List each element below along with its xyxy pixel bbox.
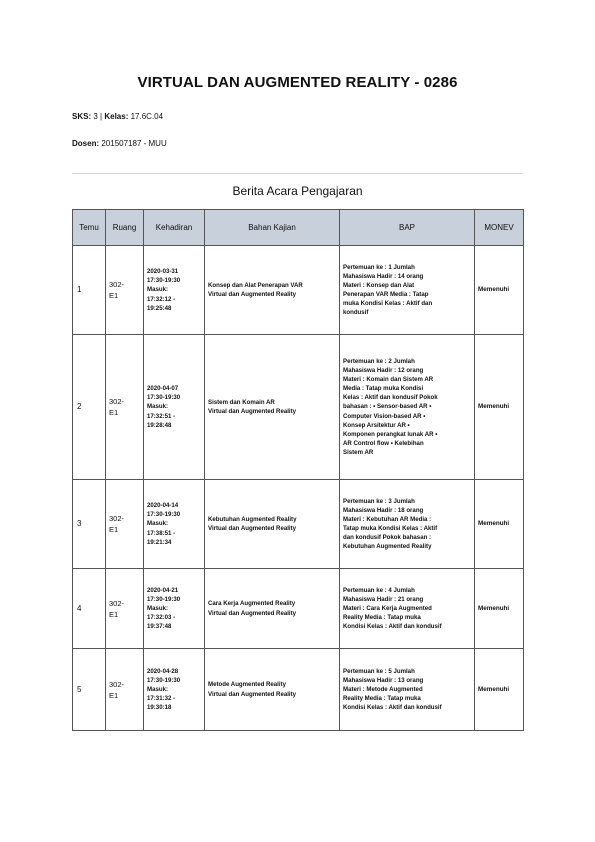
kehadiran-line: 17:30-19:30 bbox=[147, 394, 181, 402]
cell-bap bbox=[340, 569, 475, 649]
kehadiran-line: 19:37:48 bbox=[147, 623, 172, 631]
separator: | bbox=[100, 112, 103, 121]
cell-bahan-kajian bbox=[205, 480, 340, 569]
bap-line: Mahasiswa Hadir : 21 orang bbox=[343, 595, 424, 603]
bap-line: Konsep Arsitektur AR • bbox=[343, 421, 410, 429]
bap-line: Materi : Metode Augmented bbox=[343, 685, 423, 693]
bap-line: dan kondusif Pokok bahasan : bbox=[343, 534, 432, 542]
bap-line: Mahasiswa Hadir : 18 orang bbox=[343, 506, 424, 514]
kehadiran-line: 2020-04-07 bbox=[147, 385, 179, 393]
cell-kehadiran bbox=[144, 480, 205, 569]
bahan-line: Kebutuhan Augmented Reality bbox=[208, 515, 297, 523]
cell-monev: Memenuhi bbox=[475, 246, 524, 335]
table-header-row bbox=[73, 210, 524, 246]
bap-line: Mahasiswa Hadir : 13 orang bbox=[343, 676, 424, 684]
table-row bbox=[73, 480, 524, 569]
bap-line: Pertemuan ke : 3 Jumlah bbox=[343, 497, 415, 505]
ruang-line: E1 bbox=[109, 408, 119, 417]
bap-line: Penerapan VAR Media : Tatap bbox=[343, 291, 429, 298]
cell-bahan-kajian bbox=[205, 649, 340, 731]
ruang-line: E1 bbox=[109, 609, 119, 619]
bahan-line: Sistem dan Komain AR bbox=[208, 398, 275, 406]
bap-line: Sistem AR bbox=[343, 448, 374, 456]
cell-ruang bbox=[106, 246, 144, 335]
dosen-label: Dosen: bbox=[72, 139, 100, 148]
kehadiran-line: 17:38:51 - bbox=[147, 529, 176, 537]
bap-line: Reality Media : Tatap muka bbox=[343, 695, 421, 703]
cell-bap bbox=[340, 246, 475, 335]
ruang-line: 302- bbox=[109, 514, 125, 523]
bahan-line: Virtual dan Augmented Reality bbox=[208, 690, 297, 698]
course-meta-dosen bbox=[72, 139, 167, 148]
cell-monev: Memenuhi bbox=[475, 335, 524, 480]
kehadiran-line: 2020-04-14 bbox=[147, 502, 179, 510]
bap-line: AR Control flow • Kelebihan bbox=[343, 439, 424, 447]
cell-kehadiran bbox=[144, 649, 205, 731]
page-title: VIRTUAL DAN AUGMENTED REALITY - 0286 bbox=[137, 74, 458, 91]
ruang-line: E1 bbox=[109, 690, 119, 700]
cell-temu: 2 bbox=[73, 335, 106, 480]
table-row bbox=[73, 246, 524, 335]
cell-temu: 1 bbox=[73, 246, 106, 335]
bahan-line: Virtual dan Augmented Reality bbox=[208, 609, 297, 617]
cell-ruang bbox=[106, 335, 144, 480]
bap-line: Kondisi Kelas : Aktif dan kondusif bbox=[343, 704, 442, 712]
section-heading: Berita Acara Pengajaran bbox=[232, 184, 363, 198]
divider bbox=[72, 173, 523, 174]
kehadiran-line: 17:31:32 - bbox=[147, 695, 176, 703]
sks-label: SKS: bbox=[72, 112, 92, 121]
kehadiran-line: Masuk: bbox=[147, 403, 168, 411]
cell-temu: 5 bbox=[73, 649, 106, 731]
bap-table bbox=[72, 209, 524, 731]
bap-line: Media : Tatap muka Kondisi bbox=[343, 385, 424, 393]
bap-line: Kebutuhan Augmented Reality bbox=[343, 543, 432, 551]
cell-bap bbox=[340, 335, 475, 480]
cell-monev: Memenuhi bbox=[475, 649, 524, 731]
kehadiran-line: 2020-03-31 bbox=[147, 268, 179, 276]
kehadiran-line: Masuk: bbox=[147, 286, 168, 294]
bap-line: Computer Vision-based AR • bbox=[343, 412, 426, 420]
table-row bbox=[73, 569, 524, 649]
cell-temu: 4 bbox=[73, 569, 106, 649]
bap-line: Pertemuan ke : 2 Jumlah bbox=[343, 357, 415, 365]
header-ruang: Ruang bbox=[106, 210, 144, 246]
bahan-line: Virtual dan Augmented Reality bbox=[208, 525, 297, 532]
table-row bbox=[73, 335, 524, 480]
bap-line: kondusif bbox=[343, 309, 369, 317]
kelas-label: Kelas: bbox=[104, 112, 129, 121]
kehadiran-line: 19:21:34 bbox=[147, 538, 172, 546]
course-meta-sks-kelas bbox=[72, 112, 163, 121]
cell-bahan-kajian bbox=[205, 569, 340, 649]
cell-kehadiran bbox=[144, 246, 205, 335]
cell-ruang bbox=[106, 569, 144, 649]
ruang-line: 302- bbox=[109, 679, 125, 689]
bap-line: Kondisi Kelas : Aktif dan kondusif bbox=[343, 623, 442, 631]
kehadiran-line: 17:32:03 - bbox=[147, 614, 176, 622]
cell-monev: Memenuhi bbox=[475, 480, 524, 569]
kehadiran-line: 2020-04-28 bbox=[147, 667, 179, 675]
bahan-line: Virtual dan Augmented Reality bbox=[208, 408, 297, 415]
bap-line: Materi : Komain dan Sistem AR bbox=[343, 376, 434, 384]
ruang-line: 302- bbox=[109, 280, 125, 289]
bap-line: Mahasiswa Hadir : 14 orang bbox=[343, 272, 424, 280]
header-monev: MONEV bbox=[475, 210, 524, 246]
bap-line: Pertemuan ke : 1 Jumlah bbox=[343, 263, 415, 271]
kehadiran-line: 17:32:12 - bbox=[147, 295, 176, 303]
kehadiran-line: 17:30-19:30 bbox=[147, 277, 181, 285]
bap-line: Pertemuan ke : 4 Jumlah bbox=[343, 586, 415, 594]
ruang-line: 302- bbox=[109, 598, 125, 608]
kehadiran-line: 19:25:48 bbox=[147, 304, 172, 312]
header-bap: BAP bbox=[340, 210, 475, 246]
kelas-value: 17.6C.04 bbox=[130, 112, 164, 121]
bap-line: Mahasiswa Hadir : 12 orang bbox=[343, 367, 424, 375]
kehadiran-line: 17:32:51 - bbox=[147, 412, 176, 420]
kehadiran-line: 2020-04-21 bbox=[147, 586, 179, 594]
cell-kehadiran bbox=[144, 335, 205, 480]
bap-line: Materi : Cara Kerja Augmented bbox=[343, 604, 432, 612]
bap-line: Komponen perangkat lunak AR • bbox=[343, 430, 438, 438]
bap-line: Materi : Konsep dan Alat bbox=[343, 281, 415, 289]
cell-bap bbox=[340, 649, 475, 731]
bap-line: Pertemuan ke : 5 Jumlah bbox=[343, 667, 415, 675]
ruang-line: E1 bbox=[109, 525, 119, 534]
bahan-line: Cara Kerja Augmented Reality bbox=[208, 600, 296, 608]
bahan-line: Metode Augmented Reality bbox=[208, 681, 286, 689]
header-bahan-kajian: Bahan Kajian bbox=[205, 210, 340, 246]
kehadiran-line: 17:30-19:30 bbox=[147, 511, 181, 519]
kehadiran-line: 19:28:48 bbox=[147, 421, 172, 429]
cell-monev: Memenuhi bbox=[475, 569, 524, 649]
bap-line: Materi : Kebutuhan AR Media : bbox=[343, 515, 432, 523]
dosen-value: 201507187 - MUU bbox=[101, 139, 167, 148]
cell-kehadiran bbox=[144, 569, 205, 649]
header-temu: Temu bbox=[73, 210, 106, 246]
kehadiran-line: 17:30-19:30 bbox=[147, 676, 181, 684]
header-kehadiran: Kehadiran bbox=[144, 210, 205, 246]
cell-ruang bbox=[106, 649, 144, 731]
cell-bahan-kajian bbox=[205, 246, 340, 335]
cell-temu: 3 bbox=[73, 480, 106, 569]
table-row bbox=[73, 649, 524, 731]
bahan-line: Virtual dan Augmented Reality bbox=[208, 291, 297, 298]
kehadiran-line: Masuk: bbox=[147, 685, 168, 693]
kehadiran-line: Masuk: bbox=[147, 520, 168, 528]
bap-line: Kelas : Aktif dan kondusif Pokok bbox=[343, 394, 438, 402]
ruang-line: 302- bbox=[109, 397, 125, 406]
cell-bahan-kajian bbox=[205, 335, 340, 480]
bap-line: muka Kondisi Kelas : Aktif dan bbox=[343, 300, 433, 308]
ruang-line: E1 bbox=[109, 291, 119, 300]
cell-ruang bbox=[106, 480, 144, 569]
bap-line: Reality Media : Tatap muka bbox=[343, 614, 421, 622]
bap-line: Tatap muka Kondisi Kelas : Aktif bbox=[343, 525, 438, 532]
bap-line: bahasan : • Sensor-based AR • bbox=[343, 403, 432, 411]
kehadiran-line: Masuk: bbox=[147, 604, 168, 612]
sks-value: 3 bbox=[93, 112, 98, 121]
cell-bap bbox=[340, 480, 475, 569]
bahan-line: Konsep dan Alat Penerapan VAR bbox=[208, 281, 303, 289]
kehadiran-line: 19:30:18 bbox=[147, 704, 172, 712]
kehadiran-line: 17:30-19:30 bbox=[147, 595, 181, 603]
